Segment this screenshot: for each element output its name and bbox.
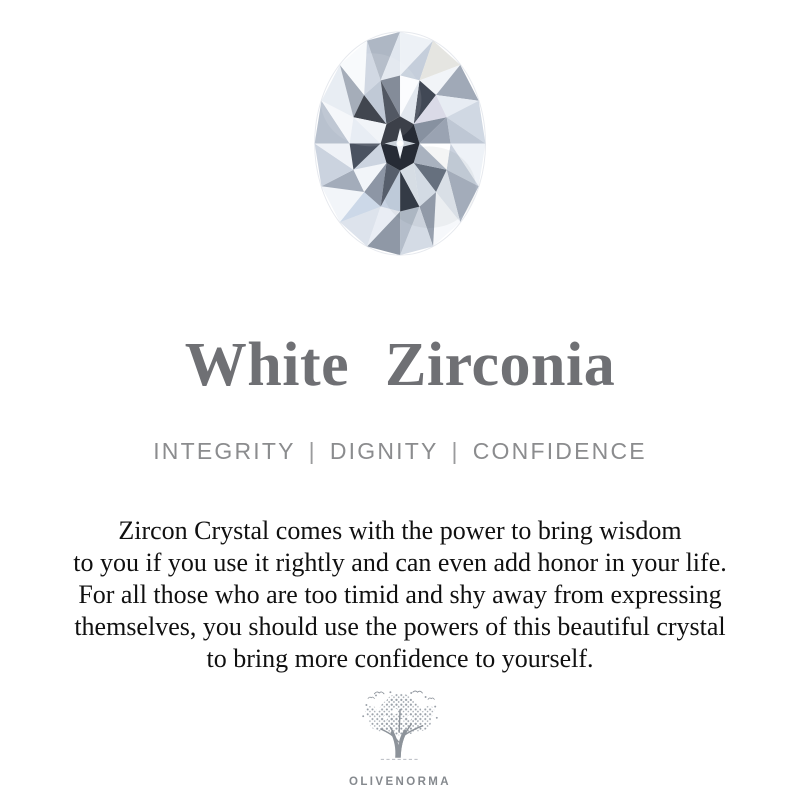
- description-line: themselves, you should use the powers of this beautiful crystal: [74, 612, 726, 641]
- olive-tree-icon: [352, 689, 448, 769]
- description-line: to bring more confidence to yourself.: [206, 644, 594, 673]
- description-line: For all those who are too timid and shy away from expressing: [78, 580, 722, 609]
- brand-logo: [0, 689, 800, 788]
- description-line: Zircon Crystal comes with the power to bring wisdom: [118, 516, 682, 545]
- description: [0, 515, 800, 675]
- page-title: White Zirconia: [184, 331, 616, 399]
- traits-row: [0, 438, 800, 465]
- brand-name: OLIVENORMA: [349, 776, 451, 788]
- trait-dignity: DIGNITY: [329, 438, 439, 464]
- trait-confidence: CONFIDENCE: [472, 438, 647, 464]
- separator-bar: |: [451, 438, 460, 464]
- description-line: to you if you use it rightly and can even add honor in your life.: [73, 548, 727, 577]
- trait-integrity: INTEGRITY: [153, 438, 296, 464]
- white-zirconia-gem-icon: [303, 27, 497, 260]
- separator-bar: |: [308, 438, 317, 464]
- gemstone-image: [0, 27, 800, 260]
